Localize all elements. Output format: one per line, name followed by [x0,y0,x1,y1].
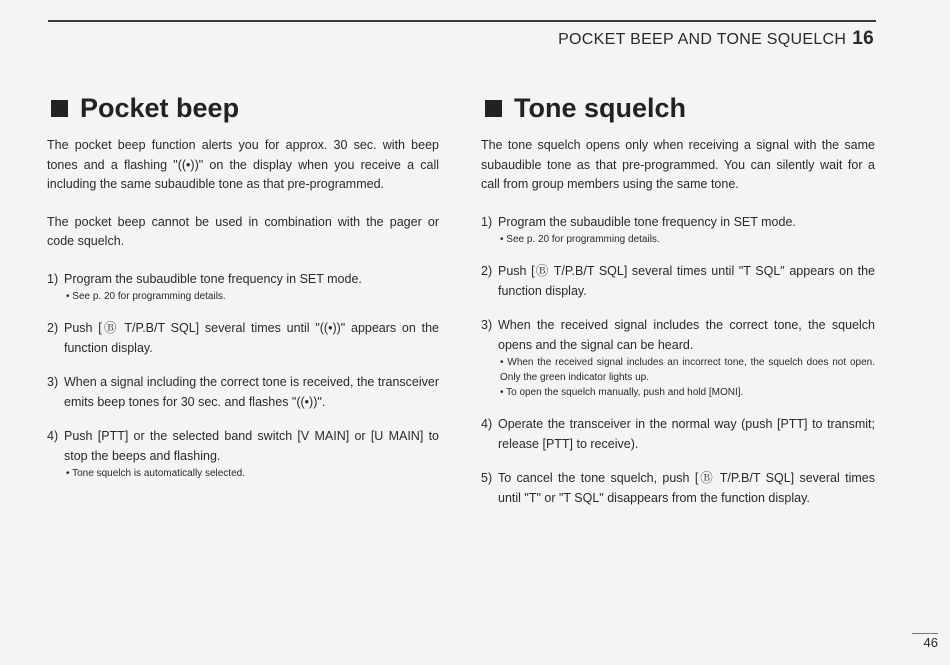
step-item [481,262,875,301]
step-text: Program the subaudible tone frequency in SET mode. [64,271,362,286]
section-number: 16 [852,28,874,49]
step-number: 5) [481,471,493,485]
pocket-beep-section [47,92,439,496]
section-heading [47,92,439,124]
step-item [481,415,875,454]
step-text: Operate the transceiver in the normal way (push [PTT] to transmit; release [PTT] to receive). [498,417,875,451]
step-number: 3) [47,375,59,389]
step-number: 2) [47,321,59,335]
square-bullet-icon [485,100,502,117]
step-text: Push [Ⓑ T/P.B/T SQL] several times until "((•))" appears on the function display. [64,321,439,355]
step-item [481,213,875,248]
step-item [481,316,875,400]
square-bullet-icon [51,100,68,117]
step-note: • See p. 20 for programming details. [500,232,875,247]
step-item [481,469,875,508]
step-item [47,427,439,481]
step-text: When the received signal includes the correct tone, the squelch opens and the signal can be heard. [498,318,875,352]
page-header [558,28,874,50]
step-item [47,270,439,305]
tone-squelch-section [481,92,875,523]
step-number: 4) [47,429,59,443]
step-text: Push [PTT] or the selected band switch [V MAIN] or [U MAIN] to stop the beeps and flashing. [64,429,439,463]
step-number: 1) [481,214,493,229]
step-item [47,319,439,358]
step-number: 3) [481,318,493,332]
paragraph: The pocket beep function alerts you for approx. 30 sec. with beep tones and a flashing "((•))" on the display when you receive a call including the same subaudible tone as that pre-programmed. [47,138,439,191]
step-note: • Tone squelch is automatically selected. [66,466,439,481]
section-heading [481,92,875,124]
step-text: Program the subaudible tone frequency in SET mode. [498,214,796,229]
step-note: • To open the squelch manually, push and hold [MONI]. [500,385,875,400]
step-item [47,373,439,412]
step-text: When a signal including the correct tone is received, the transceiver emits beep tones for 30 sec. and flashes "((•))". [64,375,439,409]
step-note: • When the received signal includes an incorrect tone, the squelch does not open. Only the green indicator lights up. [500,355,875,385]
paragraph: The tone squelch opens only when receiving a signal with the same subaudible tone as that pre-programmed. You can silently wait for a call from group members using the same tone. [481,138,875,191]
step-number: 4) [481,417,493,431]
section-title: Pocket beep [80,93,240,123]
step-number: 2) [481,264,493,278]
paragraph: The pocket beep cannot be used in combination with the pager or code squelch. [47,214,439,248]
step-text: To cancel the tone squelch, push [Ⓑ T/P.B/T SQL] several times until "T" or "T SQL" disappears from the function display. [498,471,875,505]
step-number: 1) [47,271,59,286]
page-number: 46 [912,633,938,650]
header-rule [48,20,876,22]
section-title: Tone squelch [514,93,687,123]
step-note: • See p. 20 for programming details. [66,289,439,304]
step-text: Push [Ⓑ T/P.B/T SQL] several times until "T SQL" appears on the function display. [498,264,875,298]
header-title: POCKET BEEP AND TONE SQUELCH [558,31,847,48]
